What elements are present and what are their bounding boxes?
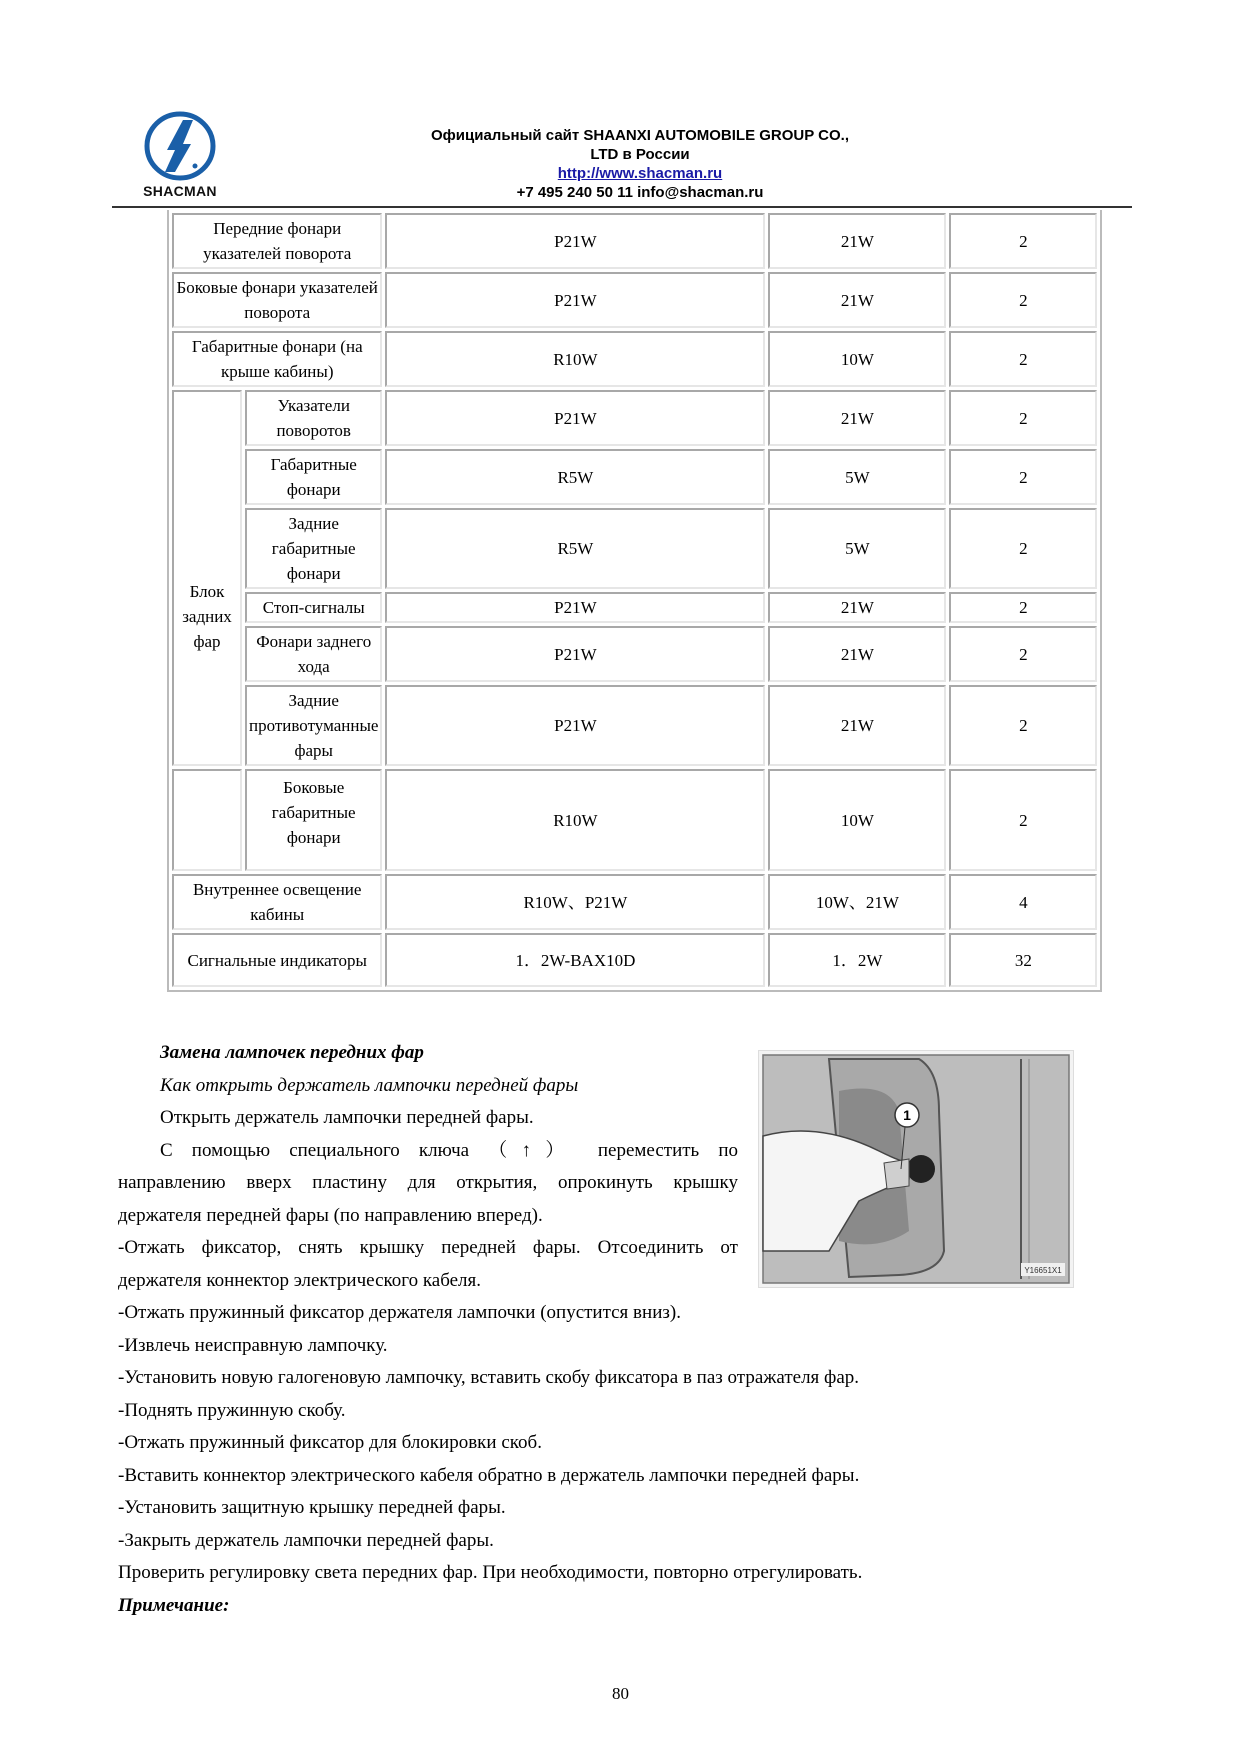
header-contact-line: +7 495 240 50 11 info@shacman.ru <box>516 184 764 201</box>
table-row <box>172 331 1097 387</box>
step-item: -Установить защитную крышку передней фары. <box>118 1497 506 1518</box>
table-row <box>172 874 1097 930</box>
table-cell-type: P21W <box>385 390 765 446</box>
table-cell-qty: 32 <box>949 933 1097 987</box>
table-cell-power: 21W <box>768 592 946 623</box>
section-title: Замена лампочек передних фар <box>160 1042 424 1063</box>
table-row <box>172 933 1097 987</box>
table-cell-power: 21W <box>768 626 946 682</box>
table-cell-power: 5W <box>768 449 946 505</box>
table-cell-type: P21W <box>385 272 765 328</box>
header-company-line: Официальный сайт SHAANXI AUTOMOBILE GROUP CO., <box>431 127 849 144</box>
paragraph: Открыть держатель лампочки передней фары. <box>160 1107 534 1128</box>
table-cell-empty <box>172 769 242 871</box>
table-cell-group: Блок задних фар <box>172 390 242 766</box>
table-row <box>172 592 1097 623</box>
table-cell-power: 1．2W <box>768 933 946 987</box>
page-header <box>0 0 1241 210</box>
table-cell-power: 10W <box>768 769 946 871</box>
table-cell-qty: 2 <box>949 508 1097 589</box>
table-cell-name: Передние фонари указателей поворота <box>172 213 382 269</box>
section-body <box>118 1037 738 1297</box>
header-contact-block <box>380 126 900 202</box>
table-cell-name: Фонари заднего хода <box>245 626 382 682</box>
table-cell-name: Габаритные фонари <box>245 449 382 505</box>
table-cell-qty: 2 <box>949 685 1097 766</box>
table-cell-name: Внутреннее освещение кабины <box>172 874 382 930</box>
logo-text: SHACMAN <box>143 183 217 199</box>
table-cell-type: R10W <box>385 769 765 871</box>
table-cell-type: R10W <box>385 331 765 387</box>
table-cell-type: R5W <box>385 449 765 505</box>
step-item: -Извлечь неисправную лампочку. <box>118 1334 388 1356</box>
table-cell-qty: 2 <box>949 592 1097 623</box>
header-company-line-2: LTD в России <box>590 146 690 163</box>
table-row <box>172 272 1097 328</box>
table-cell-name: Габаритные фонари (на крыше кабины) <box>172 331 382 387</box>
svg-text:1: 1 <box>903 1107 911 1123</box>
table-cell-name: Задние противотуманные фары <box>245 685 382 766</box>
paragraph: держателя передней фары (по направлению вперед). <box>118 1204 543 1226</box>
headlamp-key-illustration-icon <box>759 1051 1073 1287</box>
paragraph: держателя коннектор электрического кабеля. <box>118 1269 482 1291</box>
table-cell-qty: 2 <box>949 213 1097 269</box>
shacman-logo <box>125 110 235 202</box>
step-item: -Установить новую галогеновую лампочку, вставить скобу фиксатора в паз отражателя фар. <box>118 1367 860 1388</box>
table-cell-type: P21W <box>385 213 765 269</box>
table-cell-qty: 2 <box>949 390 1097 446</box>
table-cell-type: P21W <box>385 685 765 766</box>
check-paragraph: Проверить регулировку света передних фар. При необходимости, повторно отрегулировать. <box>118 1562 863 1583</box>
table-row <box>172 769 1097 871</box>
paragraph: -Отжать фиксатор, снять крышку передней фары. Отсоединить от <box>118 1237 738 1258</box>
headlamp-holder-illustration <box>758 1050 1074 1288</box>
table-cell-power: 10W <box>768 331 946 387</box>
table-cell-power: 5W <box>768 508 946 589</box>
table-cell-qty: 2 <box>949 449 1097 505</box>
table-cell-power: 21W <box>768 390 946 446</box>
table-cell-power: 21W <box>768 272 946 328</box>
step-item: -Отжать пружинный фиксатор держателя лампочки (опустится вниз). <box>118 1302 681 1323</box>
table-cell-qty: 2 <box>949 331 1097 387</box>
paragraph: направлению вверх пластину для открытия, опрокинуть крышку <box>118 1172 738 1193</box>
paragraph: С помощью специального ключа （↑） переместить по <box>160 1139 738 1161</box>
table-cell-name: Указатели поворотов <box>245 390 382 446</box>
table-row <box>172 213 1097 269</box>
table-row <box>172 449 1097 505</box>
table-row <box>172 685 1097 766</box>
table-row <box>172 390 1097 446</box>
steps-list <box>118 1297 1038 1622</box>
table-cell-type: 1．2W-BAX10D <box>385 933 765 987</box>
website-link[interactable]: http://www.shacman.ru <box>557 165 723 182</box>
table-cell-name: Сигнальные индикаторы <box>172 933 382 987</box>
bulb-spec-table <box>167 210 1102 992</box>
step-item: -Закрыть держатель лампочки передней фары. <box>118 1529 494 1551</box>
table-cell-type: P21W <box>385 626 765 682</box>
table-row <box>172 626 1097 682</box>
table-cell-type: P21W <box>385 592 765 623</box>
table-cell-name: Боковые фонари указателей поворота <box>172 272 382 328</box>
table-cell-name: Задние габаритные фонари <box>245 508 382 589</box>
table-cell-type: R10W、P21W <box>385 874 765 930</box>
page-number: 80 <box>612 1684 629 1703</box>
table-cell-power: 21W <box>768 685 946 766</box>
table-cell-name: Боковые габаритные фонари <box>245 769 382 871</box>
table-cell-name: Стоп-сигналы <box>245 592 382 623</box>
table-cell-qty: 2 <box>949 272 1097 328</box>
svg-text:Y16651X1: Y16651X1 <box>1024 1266 1062 1275</box>
note-label: Примечание: <box>118 1594 230 1616</box>
table-cell-type: R5W <box>385 508 765 589</box>
step-item: -Вставить коннектор электрического кабеля обратно в держатель лампочки передней фары. <box>118 1464 860 1486</box>
table-cell-power: 10W、21W <box>768 874 946 930</box>
header-divider <box>112 206 1132 208</box>
table-cell-power: 21W <box>768 213 946 269</box>
section-subtitle: Как открыть держатель лампочки передней фары <box>160 1074 579 1096</box>
table-cell-qty: 4 <box>949 874 1097 930</box>
step-item: -Поднять пружинную скобу. <box>118 1399 346 1421</box>
table-row <box>172 508 1097 589</box>
step-item: -Отжать пружинный фиксатор для блокировки скоб. <box>118 1432 542 1453</box>
table-cell-qty: 2 <box>949 769 1097 871</box>
shacman-emblem-icon <box>143 110 217 182</box>
table-cell-qty: 2 <box>949 626 1097 682</box>
